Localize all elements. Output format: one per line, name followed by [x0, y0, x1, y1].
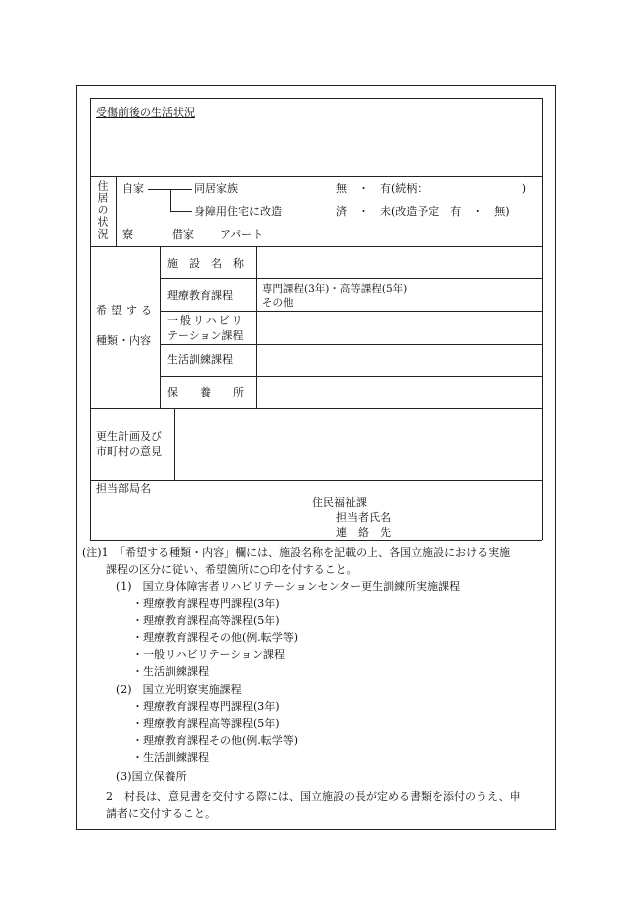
- contact-label: 連 絡 先: [336, 526, 391, 539]
- note-sub1-title: (1) 国立身体障害者リハビリテーションセンター更生訓練所実施課程: [116, 580, 461, 593]
- renovation-options: 済 ・ 未(改造予定 有 ・ 無): [336, 205, 510, 218]
- note-sub2-item: ・理療教育課程その他(例.転学等): [132, 734, 299, 747]
- facility-name-label: 施 設 名 称: [167, 257, 244, 270]
- sanatorium-label: 保 養 所: [167, 386, 244, 399]
- department-label: 担当部局名: [96, 482, 151, 495]
- divider: [90, 246, 542, 247]
- note-sub2-item: ・理療教育課程専門課程(3年): [132, 700, 280, 713]
- divider: [160, 278, 542, 279]
- note-2-line-2: 請者に交付すること。: [106, 807, 216, 820]
- note-1-line-2: 課程の区分に従い、希望箇所に○印を付すること。: [106, 563, 358, 576]
- desired-program-label-1: 希望する: [96, 304, 156, 317]
- desired-program-label-2: 種類・内容: [96, 334, 151, 347]
- table-top-border: [90, 98, 542, 99]
- life-status-label: 受傷前後の生活状況: [96, 106, 195, 119]
- home-label: 自家: [122, 182, 144, 195]
- divider: [90, 408, 542, 409]
- table-left-border: [90, 98, 91, 540]
- person-in-charge-label: 担当者氏名: [336, 511, 391, 524]
- divider: [174, 408, 175, 480]
- note-sub1-item: ・一般リハビリテーション課程: [132, 648, 286, 661]
- divider: [256, 246, 257, 408]
- divider: [90, 480, 542, 481]
- note-sub1-item: ・生活訓練課程: [132, 665, 209, 678]
- divider: [90, 176, 542, 177]
- note-sub2-item: ・理療教育課程高等課程(5年): [132, 717, 280, 730]
- rehab-plan-label-2: 市町村の意見: [96, 445, 162, 458]
- note-sub2-title: (2) 国立光明寮実施課程: [116, 683, 242, 696]
- divider: [160, 344, 542, 345]
- note-sub2-item: ・生活訓練課程: [132, 751, 209, 764]
- general-rehab-label-2: テーション課程: [167, 329, 244, 342]
- divider: [160, 376, 542, 377]
- note-sub3-title: (3)国立保養所: [116, 770, 187, 783]
- connector-line: [170, 189, 171, 211]
- note-1-line-1: (注)1 「希望する種類・内容」欄には、施設名称を記載の上、各国立施設における実施: [82, 546, 511, 559]
- note-2-line-1: 2 村長は、意見書を交付する際には、国立施設の長が定める書類を添付のうえ、申: [106, 790, 521, 803]
- residence-label: 住居の状況: [96, 180, 109, 240]
- renovation-label: 身障用住宅に改造: [194, 205, 282, 218]
- general-rehab-label-1: 一般リハビリ: [167, 314, 245, 327]
- therapy-course-label: 理療教育課程: [167, 289, 233, 302]
- divider: [160, 311, 542, 312]
- therapy-course-other: その他: [262, 297, 294, 309]
- connector-line: [170, 211, 192, 212]
- table-right-border: [542, 98, 543, 540]
- cohabiting-options: 無 ・ 有(続柄： ): [336, 182, 527, 195]
- note-sub1-item: ・理療教育課程その他(例.転学等): [132, 631, 299, 644]
- note-sub1-item: ・理療教育課程高等課程(5年): [132, 614, 280, 627]
- residence-type-apartment: アパート: [220, 228, 264, 241]
- divider: [160, 246, 161, 408]
- table-bottom-border: [90, 540, 542, 541]
- department-section: 住民福祉課: [312, 496, 367, 509]
- therapy-course-options: 専門課程(3年)・高等課程(5年): [262, 283, 408, 295]
- residence-type-dorm: 寮: [122, 228, 133, 241]
- life-training-label: 生活訓練課程: [167, 353, 233, 366]
- note-sub1-item: ・理療教育課程専門課程(3年): [132, 597, 280, 610]
- residence-type-rental: 借家: [172, 228, 194, 241]
- rehab-plan-label-1: 更生計画及び: [96, 430, 162, 443]
- cohabiting-family-label: 同居家族: [194, 182, 238, 195]
- divider: [116, 176, 117, 246]
